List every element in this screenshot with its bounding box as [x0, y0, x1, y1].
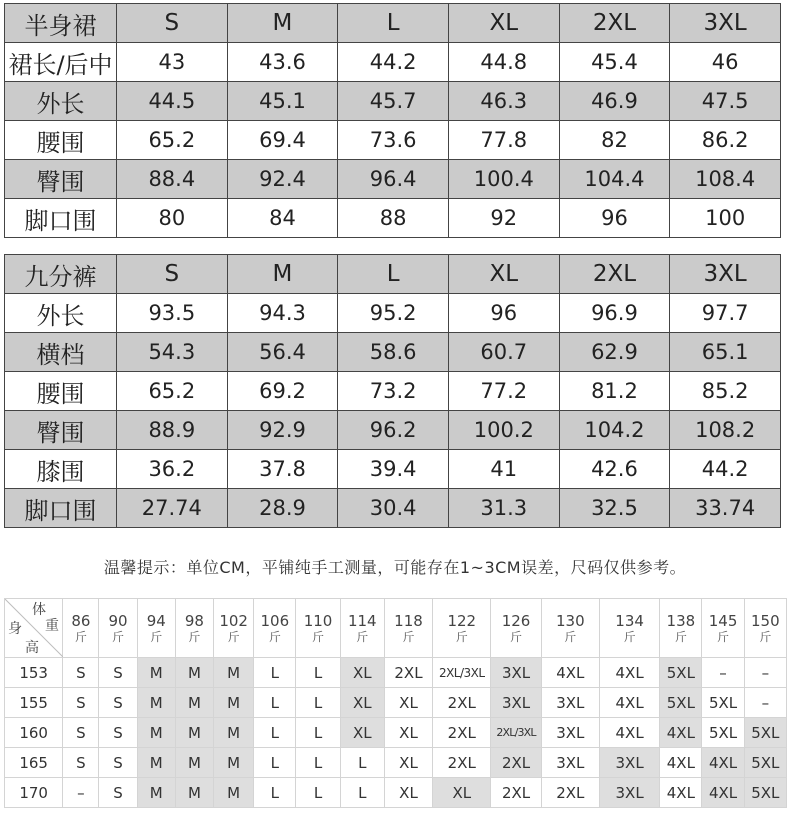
size-3xl-header: 3XL [670, 255, 781, 294]
size-2xl-header: 2XL [559, 255, 670, 294]
weight-value: 114 [347, 612, 377, 630]
size-cell: S [63, 658, 99, 688]
pants-size-table [4, 254, 781, 528]
table-row [5, 778, 787, 808]
table-row [5, 160, 781, 199]
size-cell: 5XL [744, 748, 786, 778]
measure-value: 85.2 [670, 372, 781, 411]
size-cell: 3XL [541, 718, 599, 748]
size-cell: L [296, 748, 340, 778]
measure-label: 腰围 [5, 372, 117, 411]
height-label: 160 [5, 718, 63, 748]
measure-value: 88 [338, 199, 449, 238]
weight-header [541, 599, 599, 658]
size-cell: XL [384, 718, 432, 748]
weight-header [254, 599, 296, 658]
measure-value: 44.5 [117, 82, 228, 121]
measure-label: 裙长/后中 [5, 43, 117, 82]
weight-value: 130 [555, 612, 585, 630]
weight-unit: 斤 [150, 630, 163, 644]
measure-value: 97.7 [670, 294, 781, 333]
weight-header [702, 599, 744, 658]
weight-header [99, 599, 137, 658]
size-cell: L [340, 778, 384, 808]
weight-unit: 斤 [227, 630, 240, 644]
weight-unit: 斤 [356, 630, 369, 644]
weight-header [433, 599, 491, 658]
measure-value: 54.3 [117, 333, 228, 372]
measure-value: 28.9 [227, 489, 338, 528]
size-cell: XL [433, 778, 491, 808]
measure-value: 104.4 [559, 160, 670, 199]
size-cell: 3XL [541, 748, 599, 778]
measure-value: 31.3 [448, 489, 559, 528]
measure-value: 65.1 [670, 333, 781, 372]
table-row [5, 82, 781, 121]
measure-value: 32.5 [559, 489, 670, 528]
weight-header [744, 599, 786, 658]
measure-value: 104.2 [559, 411, 670, 450]
height-label: 165 [5, 748, 63, 778]
size-cell: 3XL [491, 658, 541, 688]
pants-title: 九分裤 [5, 255, 117, 294]
measure-value: 69.4 [227, 121, 338, 160]
measure-value: 93.5 [117, 294, 228, 333]
weight-unit: 斤 [74, 630, 87, 644]
size-l-header: L [338, 255, 449, 294]
size-cell: M [214, 658, 254, 688]
size-guide-table [4, 598, 787, 808]
measurement-tip: 温馨提示：单位CM，平铺纯手工测量，可能存在1~3CM误差，尺码仅供参考。 [103, 558, 687, 577]
measure-value: 92.4 [227, 160, 338, 199]
measure-value: 86.2 [670, 121, 781, 160]
measure-value: 100.2 [448, 411, 559, 450]
measure-value: 43.6 [227, 43, 338, 82]
measure-value: 80 [117, 199, 228, 238]
height-label: 153 [5, 658, 63, 688]
measure-value: 84 [227, 199, 338, 238]
weight-value: 90 [108, 612, 128, 630]
measure-label: 脚口围 [5, 489, 117, 528]
table-row [5, 199, 781, 238]
size-cell: 2XL/3XL [433, 658, 491, 688]
measure-value: 96 [448, 294, 559, 333]
size-cell: S [63, 718, 99, 748]
size-cell: M [137, 658, 175, 688]
measure-value: 27.74 [117, 489, 228, 528]
table-row [5, 411, 781, 450]
height-label: 170 [5, 778, 63, 808]
size-cell: 5XL [744, 718, 786, 748]
size-cell: L [296, 688, 340, 718]
size-cell: – [702, 658, 744, 688]
size-cell: 2XL [433, 688, 491, 718]
size-cell: S [63, 688, 99, 718]
size-cell: 4XL [702, 748, 744, 778]
weight-header [599, 599, 659, 658]
measure-value: 58.6 [338, 333, 449, 372]
weight-value: 102 [219, 612, 248, 630]
weight-value: 145 [708, 612, 738, 630]
weight-unit: 斤 [510, 630, 523, 644]
weight-header [384, 599, 432, 658]
measure-value: 100 [670, 199, 781, 238]
size-cell: 4XL [599, 688, 659, 718]
weight-value: 110 [303, 612, 333, 630]
size-cell: 2XL [433, 718, 491, 748]
measure-label: 外长 [5, 82, 117, 121]
size-cell: 4XL [660, 748, 702, 778]
measure-value: 94.3 [227, 294, 338, 333]
measure-value: 73.2 [338, 372, 449, 411]
measure-value: 77.8 [448, 121, 559, 160]
table-row [5, 688, 787, 718]
size-cell: M [214, 748, 254, 778]
measure-value: 46.3 [448, 82, 559, 121]
measure-value: 88.9 [117, 411, 228, 450]
size-cell: 5XL [744, 778, 786, 808]
size-cell: L [254, 778, 296, 808]
size-cell: S [99, 778, 137, 808]
weight-value: 134 [615, 612, 644, 630]
measure-value: 41 [448, 450, 559, 489]
size-cell: M [137, 718, 175, 748]
size-cell: L [296, 718, 340, 748]
skirt-title: 半身裙 [5, 4, 117, 43]
pants-header-row [5, 255, 781, 294]
measure-label: 脚口围 [5, 199, 117, 238]
size-cell: M [175, 688, 213, 718]
table-row [5, 718, 787, 748]
size-cell: S [99, 748, 137, 778]
size-cell: S [99, 658, 137, 688]
weight-value: 86 [71, 612, 91, 630]
weight-value: 138 [666, 612, 696, 630]
weight-header [137, 599, 175, 658]
size-guide-header-row [5, 599, 787, 658]
measure-value: 96.2 [338, 411, 449, 450]
measure-value: 56.4 [227, 333, 338, 372]
size-cell: M [214, 718, 254, 748]
size-m-header: M [227, 255, 338, 294]
measure-label: 膝围 [5, 450, 117, 489]
size-cell: 2XL/3XL [491, 718, 541, 748]
size-cell: 4XL [702, 778, 744, 808]
measure-value: 82 [559, 121, 670, 160]
size-cell: – [744, 658, 786, 688]
size-xl-header: XL [448, 255, 559, 294]
weight-value: 150 [751, 612, 780, 630]
measure-value: 30.4 [338, 489, 449, 528]
size-cell: XL [340, 718, 384, 748]
size-cell: 5XL [702, 718, 744, 748]
size-cell: 3XL [541, 688, 599, 718]
size-cell: M [175, 658, 213, 688]
measure-value: 96.9 [559, 294, 670, 333]
weight-header [63, 599, 99, 658]
size-cell: L [254, 748, 296, 778]
skirt-header-row [5, 4, 781, 43]
skirt-size-table [4, 3, 781, 238]
weight-unit: 斤 [312, 630, 325, 644]
weight-value: 126 [501, 612, 531, 630]
size-cell: M [137, 688, 175, 718]
size-cell: XL [340, 658, 384, 688]
measure-label: 外长 [5, 294, 117, 333]
measure-value: 45.7 [338, 82, 449, 121]
weight-unit: 斤 [623, 630, 636, 644]
size-cell: 2XL [433, 748, 491, 778]
weight-unit: 斤 [268, 630, 281, 644]
weight-header [340, 599, 384, 658]
corner-weight-label-a: 体 [32, 602, 46, 618]
size-cell: M [175, 718, 213, 748]
measure-value: 33.74 [670, 489, 781, 528]
size-cell: S [99, 718, 137, 748]
size-cell: 5XL [660, 658, 702, 688]
measure-value: 44.2 [670, 450, 781, 489]
size-cell: 4XL [660, 778, 702, 808]
size-cell: XL [384, 778, 432, 808]
table-row [5, 489, 781, 528]
measure-value: 100.4 [448, 160, 559, 199]
table-row [5, 748, 787, 778]
corner-height-label-a: 身 [8, 621, 22, 637]
corner-weight-label-b: 重 [45, 618, 59, 634]
size-cell: L [296, 778, 340, 808]
size-cell: 2XL [491, 748, 541, 778]
weight-unit: 斤 [674, 630, 687, 644]
size-cell: 4XL [599, 718, 659, 748]
weight-header [175, 599, 213, 658]
measure-value: 44.2 [338, 43, 449, 82]
size-cell: – [63, 778, 99, 808]
size-s-header: S [117, 255, 228, 294]
table-row [5, 43, 781, 82]
weight-value: 122 [447, 612, 477, 630]
size-xl-header: XL [448, 4, 559, 43]
weight-value: 94 [146, 612, 166, 630]
measure-value: 60.7 [448, 333, 559, 372]
size-cell: 5XL [660, 688, 702, 718]
size-cell: 4XL [660, 718, 702, 748]
measure-value: 77.2 [448, 372, 559, 411]
corner-height-label-b: 高 [25, 640, 39, 656]
size-s-header: S [117, 4, 228, 43]
size-cell: L [340, 748, 384, 778]
measure-value: 92.9 [227, 411, 338, 450]
size-2xl-header: 2XL [559, 4, 670, 43]
table-row [5, 658, 787, 688]
measure-value: 108.4 [670, 160, 781, 199]
measure-value: 37.8 [227, 450, 338, 489]
size-3xl-header: 3XL [670, 4, 781, 43]
measure-value: 88.4 [117, 160, 228, 199]
size-cell: S [99, 688, 137, 718]
weight-value: 118 [394, 612, 423, 630]
weight-unit: 斤 [759, 630, 772, 644]
size-cell: 2XL [491, 778, 541, 808]
size-cell: M [137, 748, 175, 778]
measure-value: 96.4 [338, 160, 449, 199]
measure-value: 92 [448, 199, 559, 238]
size-cell: 2XL [541, 778, 599, 808]
measure-value: 96 [559, 199, 670, 238]
height-label: 155 [5, 688, 63, 718]
measure-value: 44.8 [448, 43, 559, 82]
measure-label: 臀围 [5, 411, 117, 450]
size-cell: M [214, 778, 254, 808]
measure-value: 69.2 [227, 372, 338, 411]
size-cell: S [63, 748, 99, 778]
measure-value: 39.4 [338, 450, 449, 489]
size-cell: 3XL [491, 688, 541, 718]
weight-unit: 斤 [402, 630, 415, 644]
size-cell: M [175, 778, 213, 808]
measure-value: 81.2 [559, 372, 670, 411]
size-cell: XL [384, 748, 432, 778]
measure-label: 横档 [5, 333, 117, 372]
weight-value: 98 [184, 612, 204, 630]
size-cell: 5XL [702, 688, 744, 718]
measure-value: 108.2 [670, 411, 781, 450]
measure-value: 95.2 [338, 294, 449, 333]
weight-header [296, 599, 340, 658]
measure-value: 47.5 [670, 82, 781, 121]
measure-value: 45.4 [559, 43, 670, 82]
size-cell: – [744, 688, 786, 718]
measure-value: 73.6 [338, 121, 449, 160]
size-cell: L [254, 718, 296, 748]
measure-value: 45.1 [227, 82, 338, 121]
weight-unit: 斤 [564, 630, 577, 644]
table-row [5, 450, 781, 489]
weight-unit: 斤 [455, 630, 468, 644]
measure-value: 46.9 [559, 82, 670, 121]
measure-value: 62.9 [559, 333, 670, 372]
size-cell: M [137, 778, 175, 808]
size-cell: M [214, 688, 254, 718]
size-cell: XL [384, 688, 432, 718]
size-cell: XL [340, 688, 384, 718]
size-cell: 4XL [599, 658, 659, 688]
measure-value: 65.2 [117, 121, 228, 160]
measure-value: 43 [117, 43, 228, 82]
size-cell: 3XL [599, 778, 659, 808]
measure-label: 腰围 [5, 121, 117, 160]
measure-value: 65.2 [117, 372, 228, 411]
measure-value: 36.2 [117, 450, 228, 489]
size-cell: L [254, 658, 296, 688]
corner-header [5, 599, 63, 658]
weight-value: 106 [260, 612, 290, 630]
table-row [5, 333, 781, 372]
size-cell: 3XL [599, 748, 659, 778]
size-l-header: L [338, 4, 449, 43]
size-cell: M [175, 748, 213, 778]
table-row [5, 294, 781, 333]
weight-unit: 斤 [112, 630, 125, 644]
size-cell: 2XL [384, 658, 432, 688]
weight-header [660, 599, 702, 658]
size-cell: L [254, 688, 296, 718]
size-cell: L [296, 658, 340, 688]
weight-unit: 斤 [188, 630, 201, 644]
table-row [5, 121, 781, 160]
measure-label: 臀围 [5, 160, 117, 199]
measure-value: 42.6 [559, 450, 670, 489]
weight-header [214, 599, 254, 658]
size-m-header: M [227, 4, 338, 43]
size-cell: 4XL [541, 658, 599, 688]
weight-unit: 斤 [717, 630, 730, 644]
measure-value: 46 [670, 43, 781, 82]
weight-header [491, 599, 541, 658]
table-row [5, 372, 781, 411]
